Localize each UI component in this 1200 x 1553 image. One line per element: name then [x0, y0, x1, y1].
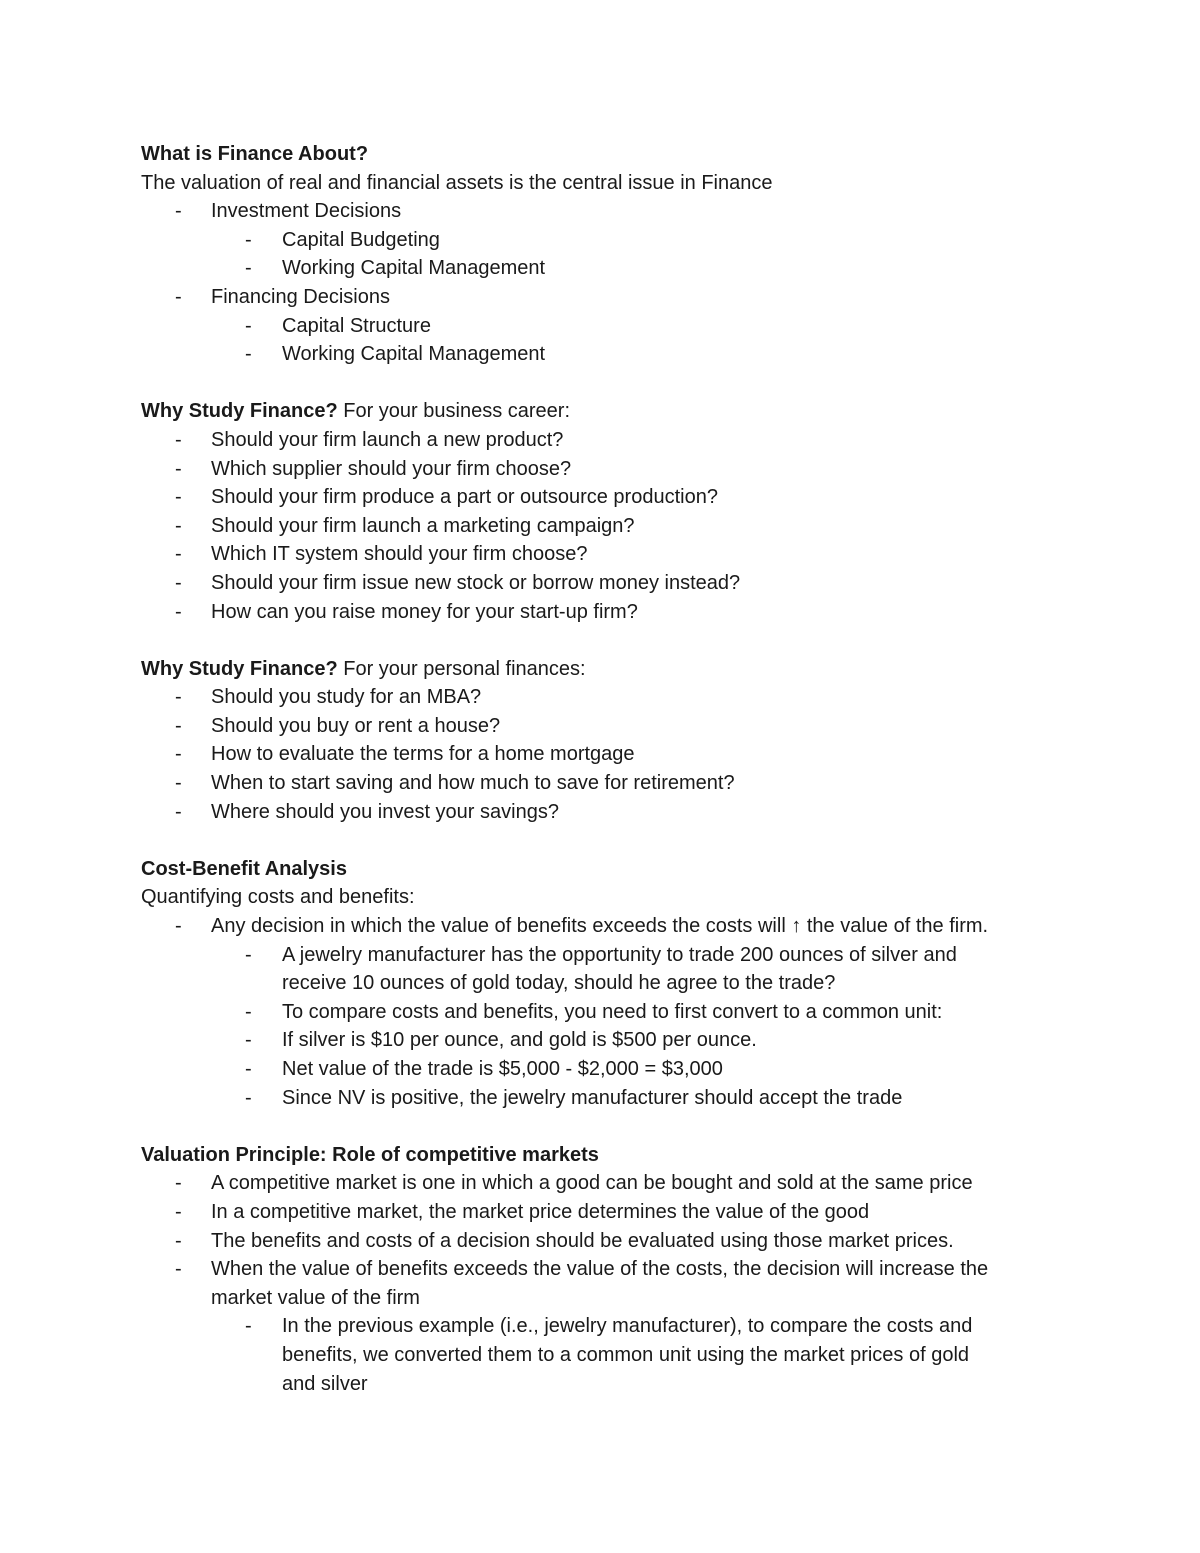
- dash-bullet: -: [175, 1172, 182, 1195]
- document-content: [141, 140, 1071, 1398]
- dash-bullet: -: [175, 428, 182, 451]
- list-item: - When the value of benefits exceeds the value of the costs, the decision will increase the: [141, 1255, 1071, 1284]
- dash-bullet: -: [245, 228, 252, 251]
- dash-bullet: -: [175, 543, 182, 566]
- list-item: - Financing Decisions: [141, 283, 1071, 312]
- dash-bullet: -: [175, 571, 182, 594]
- list-item: - How can you raise money for your start-up firm?: [141, 598, 1071, 627]
- list-item: - Should you study for an MBA?: [141, 683, 1071, 712]
- dash-bullet: -: [175, 486, 182, 509]
- list-item: - Any decision in which the value of benefits exceeds the costs will ↑ the value of the firm.: [141, 912, 1071, 941]
- list-item: - Working Capital Management: [141, 254, 1071, 283]
- list-item: - If silver is $10 per ounce, and gold is $500 per ounce.: [141, 1026, 1071, 1055]
- section-intro: Quantifying costs and benefits:: [141, 886, 415, 909]
- dash-bullet: -: [175, 200, 182, 223]
- dash-bullet: -: [175, 800, 182, 823]
- list-item: - Where should you invest your savings?: [141, 798, 1071, 827]
- section-title-valuation-principle: Valuation Principle: Role of competitive markets: [141, 1143, 599, 1166]
- section-title-why-study-business: Why Study Finance? For your business career:: [141, 400, 571, 423]
- list-item: - Should your firm launch a new product?: [141, 426, 1071, 455]
- dash-bullet: -: [175, 1229, 182, 1252]
- dash-bullet: -: [245, 257, 252, 280]
- list-item-continuation: receive 10 ounces of gold today, should he agree to the trade?: [282, 972, 836, 995]
- dash-bullet: -: [175, 915, 182, 938]
- dash-bullet: -: [245, 1086, 252, 1109]
- list-item: - When to start saving and how much to save for retirement?: [141, 769, 1071, 798]
- dash-bullet: -: [245, 943, 252, 966]
- dash-bullet: -: [245, 1000, 252, 1023]
- dash-bullet: -: [175, 1258, 182, 1281]
- list-item: - Should you buy or rent a house?: [141, 712, 1071, 741]
- list-item-continuation: market value of the firm: [211, 1286, 420, 1309]
- list-item: - Capital Budgeting: [141, 226, 1071, 255]
- dash-bullet: -: [175, 457, 182, 480]
- list-item: - In the previous example (i.e., jewelry manufacturer), to compare the costs and: [141, 1312, 1071, 1341]
- section-title-what-is-finance: What is Finance About?: [141, 143, 369, 165]
- list-item: - Working Capital Management: [141, 340, 1071, 369]
- dash-bullet: -: [175, 285, 182, 308]
- list-item-continuation: and silver: [282, 1372, 368, 1395]
- dash-bullet: -: [175, 686, 182, 709]
- list-item: - Investment Decisions: [141, 197, 1071, 226]
- list-item-continuation: benefits, we converted them to a common unit using the market prices of gold: [282, 1343, 970, 1366]
- list-item: - Which IT system should your firm choose?: [141, 540, 1071, 569]
- dash-bullet: -: [175, 514, 182, 537]
- dash-bullet: -: [175, 772, 182, 795]
- section-title-why-study-personal: Why Study Finance? For your personal finances:: [141, 657, 586, 680]
- section-intro: The valuation of real and financial assets is the central issue in Finance: [141, 171, 773, 194]
- dash-bullet: -: [245, 1315, 252, 1338]
- dash-bullet: -: [245, 1058, 252, 1080]
- list-item: - How to evaluate the terms for a home mortgage: [141, 740, 1071, 769]
- list-item: - A competitive market is one in which a good can be bought and sold at the same price: [141, 1169, 1071, 1198]
- list-item: - Net value of the trade is $5,000 - $2,000 = $3,000: [141, 1055, 1071, 1084]
- list-item: - In a competitive market, the market price determines the value of the good: [141, 1198, 1071, 1227]
- dash-bullet: -: [175, 1200, 182, 1223]
- list-item: - Should your firm issue new stock or borrow money instead?: [141, 569, 1071, 598]
- dash-bullet: -: [175, 600, 182, 623]
- list-item: - To compare costs and benefits, you need to first convert to a common unit:: [141, 998, 1071, 1027]
- list-item: - A jewelry manufacturer has the opportunity to trade 200 ounces of silver and: [141, 941, 1071, 970]
- list-item: - The benefits and costs of a decision should be evaluated using those market prices.: [141, 1227, 1071, 1256]
- dash-bullet: -: [245, 1029, 252, 1052]
- dash-bullet: -: [175, 714, 182, 737]
- list-item: - Which supplier should your firm choose?: [141, 455, 1071, 484]
- dash-bullet: -: [175, 743, 182, 766]
- dash-bullet: -: [245, 343, 252, 366]
- list-item: - Should your firm launch a marketing campaign?: [141, 512, 1071, 541]
- list-item: - Capital Structure: [141, 312, 1071, 341]
- dash-bullet: -: [245, 314, 252, 337]
- section-title-cost-benefit: Cost-Benefit Analysis: [141, 857, 347, 880]
- list-item: - Should your firm produce a part or outsource production?: [141, 483, 1071, 512]
- list-item: - Since NV is positive, the jewelry manufacturer should accept the trade: [141, 1084, 1071, 1113]
